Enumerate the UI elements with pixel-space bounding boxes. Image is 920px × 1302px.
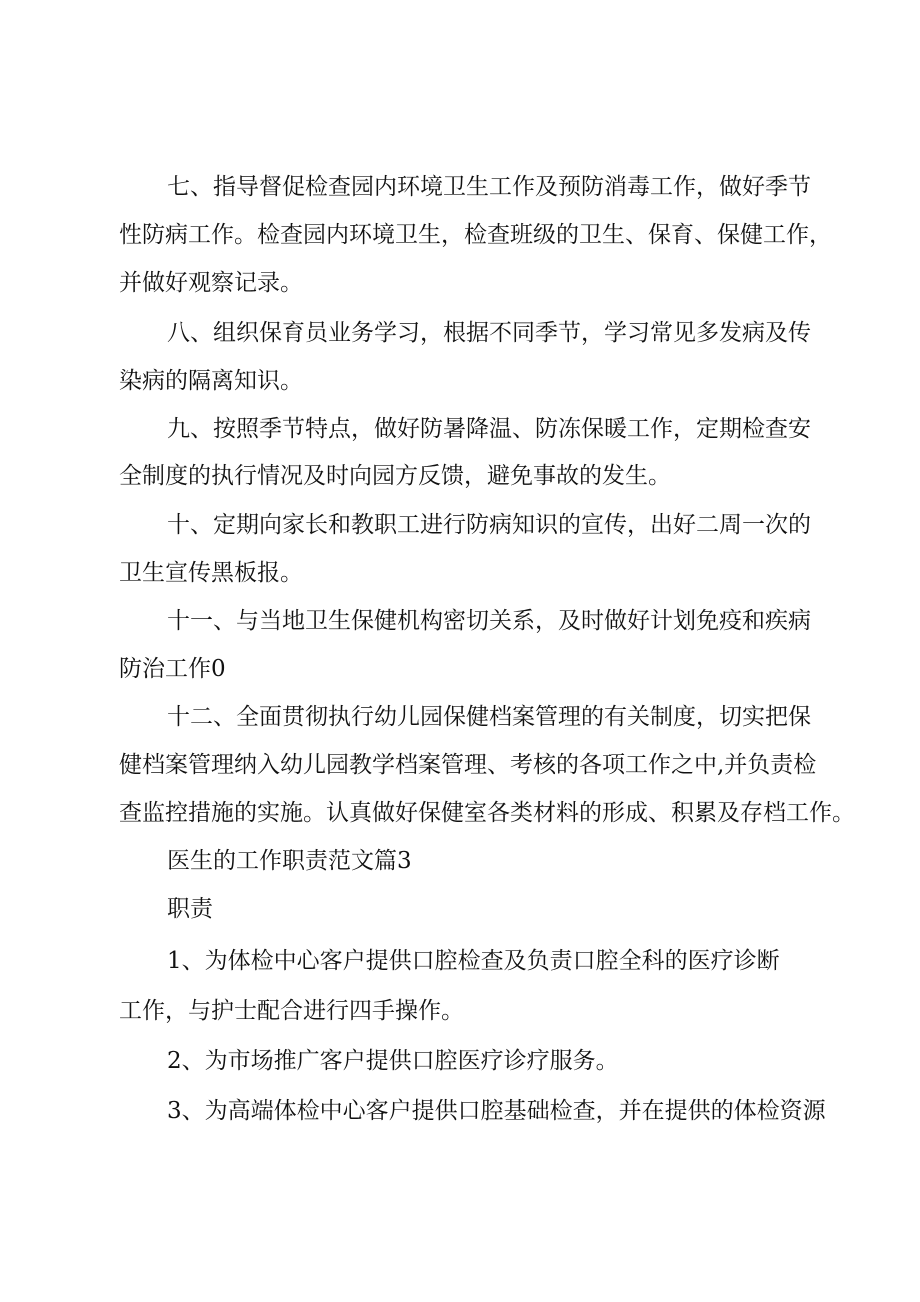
text-line — [0, 364, 920, 398]
text-line — [0, 994, 920, 1028]
text-line — [0, 700, 920, 734]
line-text: 九、按照季节特点，做好防暑降温、防冻保暖工作，定期检查安 — [167, 416, 811, 442]
text-line — [0, 604, 920, 638]
line-text: 职责 — [167, 896, 213, 922]
line-text: 性防病工作。检查园内环境卫生，检查班级的卫生、保育、保健工作， — [119, 222, 832, 248]
line-text: 1、为体检中心客户提供口腔检查及负责口腔全科的医疗诊断 — [167, 948, 780, 974]
line-text: 工作，与护士配合进行四手操作。 — [119, 998, 464, 1024]
line-text: 卫生宣传黑板报。 — [119, 560, 303, 586]
text-line — [0, 1044, 920, 1078]
line-text: 十、定期向家长和教职工进行防病知识的宣传，出好二周一次的 — [167, 512, 811, 538]
line-text: 十二、全面贯彻执行幼儿园保健档案管理的有关制度，切实把保 — [167, 704, 811, 730]
text-line — [0, 170, 920, 204]
line-text: 医生的工作职责范文篇3 — [167, 848, 412, 874]
text-line — [0, 748, 920, 782]
text-line — [0, 316, 920, 350]
text-line — [0, 1094, 920, 1128]
line-text: 染病的隔离知识。 — [119, 368, 303, 394]
text-line — [0, 459, 920, 493]
text-line — [0, 944, 920, 978]
text-line — [0, 508, 920, 542]
line-text: 查监控措施的实施。认真做好保健室各类材料的形成、积累及存档工作。 — [119, 800, 855, 826]
text-line — [0, 266, 920, 300]
line-text: 防治工作0 — [119, 656, 226, 682]
text-line — [0, 412, 920, 446]
line-text: 健档案管理纳入幼儿园教学档案管理、考核的各项工作之中,并负责检 — [119, 752, 817, 778]
line-text: 八、组织保育员业务学习，根据不同季节，学习常见多发病及传 — [167, 320, 811, 346]
section-subheading — [0, 892, 920, 926]
line-text: 全制度的执行情况及时向园方反馈，避免事故的发生。 — [119, 463, 671, 489]
text-line — [0, 218, 920, 252]
line-text: 3、为高端体检中心客户提供口腔基础检查，并在提供的体检资源 — [167, 1098, 826, 1124]
line-text: 七、指导督促检查园内环境卫生工作及预防消毒工作，做好季节 — [167, 174, 811, 200]
line-text: 并做好观察记录。 — [119, 270, 303, 296]
text-line — [0, 796, 920, 830]
text-line — [0, 556, 920, 590]
text-line — [0, 652, 920, 686]
section-heading — [0, 844, 920, 878]
line-text: 十一、与当地卫生保健机构密切关系，及时做好计划免疫和疾病 — [167, 608, 811, 634]
line-text: 2、为市场推广客户提供口腔医疗诊疗服务。 — [167, 1048, 619, 1074]
